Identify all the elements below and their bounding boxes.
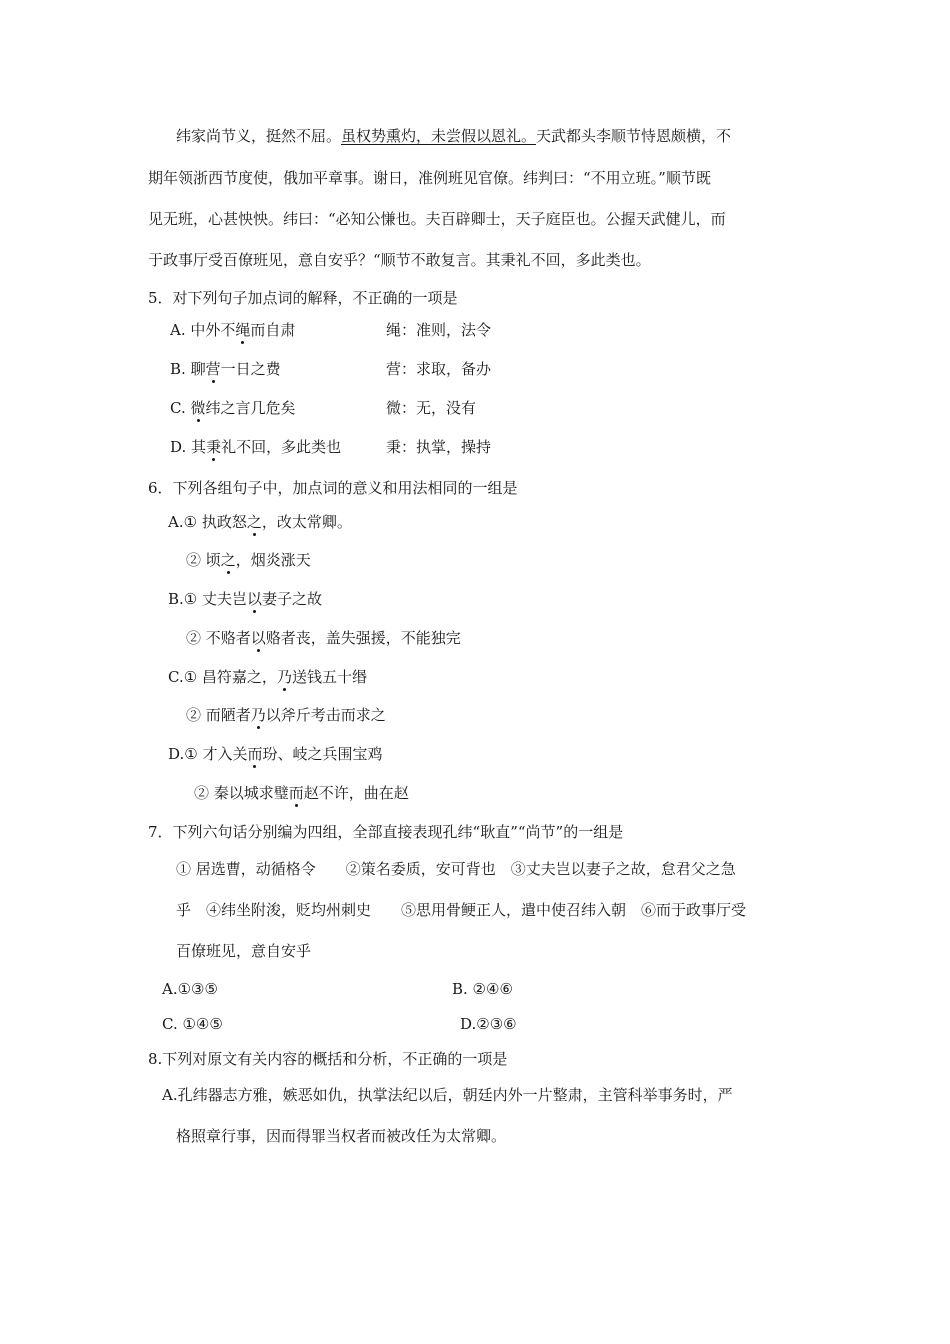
option-letter: C.	[170, 399, 186, 417]
dotted-word: 以	[247, 590, 263, 608]
dotted-word: 乃	[250, 706, 266, 724]
q6-a-1: A.① 执政怒之，改太常卿。	[168, 513, 352, 531]
question-5-stem: 5．对下列句子加点词的解释，不正确的一项是	[148, 289, 458, 307]
dotted-word: 微	[190, 399, 206, 417]
q8-option-a-line-2: 格照章行事，因而得罪当权者而被改任为太常卿。	[176, 1127, 507, 1145]
dotted-word: 秉	[206, 438, 222, 456]
dotted-word: 以	[250, 629, 266, 647]
passage-line-2: 期年领浙西节度使，俄加平章事。谢日，准例班见官僚。纬判曰：“不用立班。”顺节既	[148, 169, 711, 187]
q6-b-2: ② 不赂者以赂者丧，盖失强援，不能独完	[186, 629, 461, 647]
dotted-word: 之	[220, 551, 236, 569]
q5-gloss-c: 微：无，没有	[386, 399, 477, 417]
q5-option-b: B. 聊营一日之费	[170, 360, 281, 378]
q5-option-d: D. 其秉礼不回，多此类也	[170, 438, 342, 456]
q7-option-b: B. ②④⑥	[452, 980, 513, 998]
q6-c-1: C.① 昌符嘉之，乃送钱五十缗	[168, 668, 367, 686]
dotted-word: 营	[205, 360, 221, 378]
passage-line-1	[176, 126, 731, 146]
q5-gloss-b: 营：求取，备办	[386, 360, 492, 378]
dotted-word: 之	[246, 513, 262, 531]
passage-line-4: 于政事厅受百僚班见，意自安乎？“顺节不敢复言。其秉礼不回，多此类也。	[148, 251, 651, 269]
question-6-stem: 6．下列各组句子中，加点词的意义和用法相同的一组是	[148, 479, 518, 497]
option-letter: D.	[170, 438, 187, 456]
question-7-stem: 7．下列六句话分别编为四组，全部直接表现孔纬“耿直”“尚节”的一组是	[148, 823, 624, 841]
q6-a-2: ② 顷之，烟炎涨天	[186, 551, 311, 569]
q5-gloss-a: 绳：准则，法令	[386, 321, 492, 339]
q8-option-a-line-1: A.孔纬器志方雅，嫉恶如仇，执掌法纪以后，朝廷内外一片整肃，主管科举事务时，严	[162, 1086, 733, 1104]
q6-d-1: D.① 才入关而玢、岐之兵围宝鸡	[168, 745, 383, 763]
q6-c-2: ② 而陋者乃以斧斤考击而求之	[186, 706, 386, 724]
underlined-sentence: 虽权势熏灼，未尝假以恩礼。	[341, 127, 537, 145]
q5-option-a: A. 中外不绳而自肃	[170, 321, 296, 339]
option-letter: B.	[170, 360, 186, 378]
passage-line-3: 见无班，心甚怏怏。纬曰：“必知公慊也。夫百辟卿士，天子庭臣也。公握天武健儿，而	[148, 210, 726, 228]
q5-gloss-d: 秉：执掌，操持	[386, 438, 492, 456]
dotted-word: 绳	[235, 321, 251, 339]
q7-option-c: C. ①④⑤	[162, 1015, 223, 1033]
q7-option-a: A.①③⑤	[162, 980, 218, 998]
q7-sentences-line-3: 百僚班见，意自安乎	[176, 942, 312, 960]
dotted-word: 乃	[276, 668, 292, 686]
q6-d-2: ② 秦以城求璧而赵不许，曲在赵	[194, 784, 409, 802]
question-8-stem: 8.下列对原文有关内容的概括和分析，不正确的一项是	[148, 1050, 508, 1068]
q7-sentences-line-2: 乎 ④纬坐附浚，贬均州刺史 ⑤思用骨鲠正人，遣中使召纬入朝 ⑥而于政事厅受	[176, 901, 747, 919]
q7-sentences-line-1: ① 居选曹，动循格令 ②策名委质，安可背也 ③丈夫岂以妻子之故，怠君父之急	[176, 860, 736, 878]
dotted-word: 而	[247, 745, 263, 763]
dotted-word: 而	[288, 784, 304, 802]
q7-option-d: D.②③⑥	[460, 1015, 517, 1033]
option-letter: A.	[170, 321, 186, 339]
q5-option-c: C. 微纬之言几危矣	[170, 399, 296, 417]
passage-text: 纬家尚节义，挺然不屈。	[176, 127, 342, 145]
passage-text: 天武都头李顺节恃恩颇横，不	[536, 127, 732, 145]
q6-b-1: B.① 丈夫岂以妻子之故	[168, 590, 323, 608]
